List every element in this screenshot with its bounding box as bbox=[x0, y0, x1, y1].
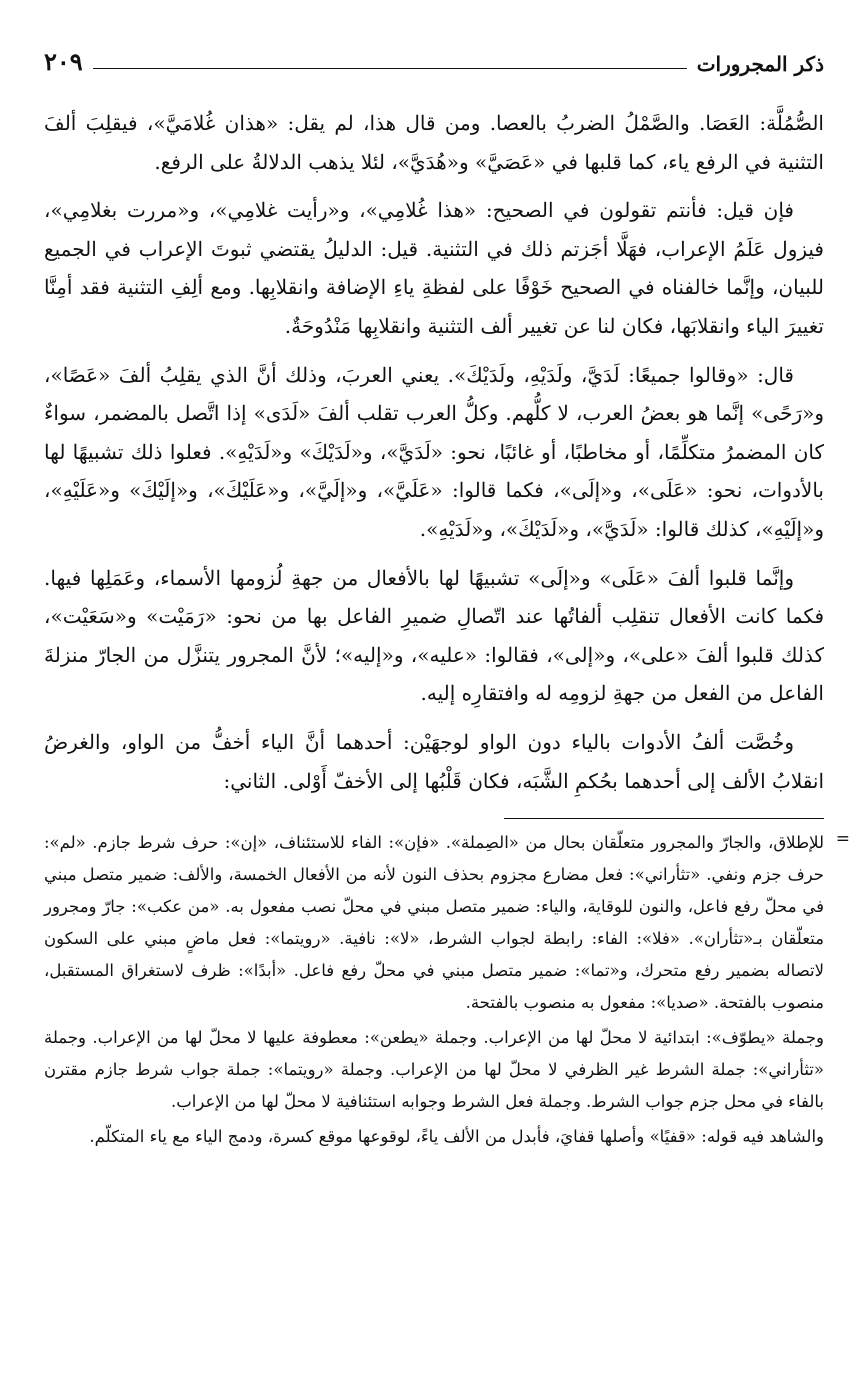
page-number: ٢٠٩ bbox=[44, 47, 83, 76]
footnote-paragraph: والشاهد فيه قوله: «قفيًا» وأصلها قفايَ، فأبدل من الألف ياءً، لوقوعها موقع كسرة، ودمج الياء مع ياء المتكلّم. bbox=[89, 1127, 824, 1147]
body-paragraph: الصُّمُلَّة: العَصَا. والصَّمْلُ الضربُ بالعصا. ومن قال هذا، لم يقل: «هذان غُلامَيَّ»، فيقلِبَ ألفَ التثنية في الرفع ياء، كما قلبها في «عَصَيَّ» و«هُدَيَّ»، لئلا يذهب الدلالةُ على الرفع. bbox=[44, 111, 824, 174]
header-title: ذكر المجرورات bbox=[696, 52, 824, 76]
header-rule bbox=[93, 68, 687, 69]
footnote-continuation-mark: = bbox=[835, 829, 850, 850]
footnote-separator bbox=[504, 818, 824, 819]
running-header bbox=[44, 40, 824, 76]
footnote-paragraph: للإطلاق، والجارّ والمجرور متعلّقان بحال من «الصِملة». «فإن»: الفاء للاستئناف، «إن»: حرف شرط جازم. «لم»: حرف جزم ونفي. «تثأراني»: فعل مضارع مجزوم بحذف النون لأنه من الأفعال الخمسة، والألف: ضمير متصل مبني في محلّ رفع فاعل، والنون للوقاية، والياء: ضمير متصل مبني في محلّ نصب مفعول به. «من عكب»: جارّ ومجرور متعلّقان بـ«تثأران». «فلا»: الفاء: رابطة لجواب الشرط، «لا»: نافية. «رويتما»: فعل ماضٍ مبني على السكون لاتصاله بضمير رفع متحرك، و«تما»: ضمير متصل مبني في محلّ رفع فاعل. «أبدًا»: ظرف لاستغراق المستقبل، منصوب بالفتحة. «صديا»: مفعول به منصوب بالفتحة. bbox=[44, 833, 824, 1013]
body-paragraph: قال: «وقالوا جميعًا: لَدَيَّ، ولَدَيْهِ، ولَدَيْكَ». يعني العربَ، وذلك أنَّ الذي يقلِبُ ألفَ «عَصًا»، و«رَحًى» إنَّما هو بعضُ العرب، لا كلُّهم. وكلُّ العرب تقلب ألفَ «لَدَى» إذا اتَّصل بالمضمر، سواءٌ كان المضمرُ متكلِّمًا، أو مخاطبًا، أو غائبًا، نحو: «لَدَيَّ»، و«لَدَيْكَ» و«لَدَيْهِ». فعلوا ذلك تشبيهًا لها بالأدوات، نحو: «عَلَى»، و«إلَى»، فكما قالوا: «عَلَيَّ»، و«إلَيَّ»، و«عَلَيْكَ»، و«إلَيْكَ» و«عَلَيْهِ»، و«إلَيْهِ»، كذلك قالوا: «لَدَيَّ»، و«لَدَيْكَ»، و«لَدَيْهِ». bbox=[44, 362, 824, 541]
footnotes bbox=[44, 827, 850, 1153]
main-text bbox=[44, 104, 824, 800]
body-paragraph: وإنَّما قلبوا ألفَ «عَلَى» و«إلَى» تشبيهًا لها بالأفعال من جهةِ لُزومها الأسماء، وعَمَلِها فيها. فكما كانت الأفعال تنقلِب ألفاتُها عند اتّصالِ ضميرِ الفاعل بها من نحو: «رَمَيْت» و«سَعَيْت»، كذلك قلبوا ألفَ «على»، و«إلى»، فقالوا: «عليه»، و«إليه»؛ لأنَّ المجرور يتنزَّل من الجارّ منزلةَ الفاعل من الفعل من جهةِ لزومِه له وافتقارِه إليه. bbox=[44, 565, 825, 706]
body-paragraph: وخُصَّت ألفُ الأدوات بالياء دون الواو لوجهَيْن: أحدهما أنَّ الياء أخفُّ من الواو، والغرضُ انقلابُ الألف إلى أحدهما بحُكمِ الشَّبَه، فكان قَلْبُها إلى الأخفّ أَوْلى. الثاني: bbox=[44, 729, 824, 793]
body-paragraph: فإن قيل: فأنتم تقولون في الصحيح: «هذا غُلامِي»، و«رأيت غلامِي»، و«مررت بغلامِي»، فيزول عَلَمُ الإعراب، فهَلَّا أجَزتم ذلك في التثنية. قيل: الدليلُ يقتضي ثبوتَ الإعراب في الجميع للبيان، وإنَّما خالفناه في الصحيح خَوْفًا على لفظةِ ياءِ الإضافة وانقلابِها. ومع ألِفِ التثنية فقد أمِنَّا تغييرَ الياء وانقلابَها، فكان لنا عن تغيير ألف التثنية وانقلابِها مَنْدُوحَةٌ. bbox=[44, 198, 824, 338]
footnote-paragraph: وجملة «يطوّف»: ابتدائية لا محلّ لها من الإعراب. وجملة «يطعن»: معطوفة عليها لا محلّ لها من الإعراب. وجملة «تثأراني»: جملة الشرط غير الظرفي لا محلّ لها من الإعراب. وجملة «رويتما»: جملة جواب شرط جازم مقترن بالفاء في محل جزم جواب الشرط. وجملة فعل الشرط وجوابه استئنافية لا محلّ لها من الإعراب. bbox=[44, 1028, 824, 1112]
